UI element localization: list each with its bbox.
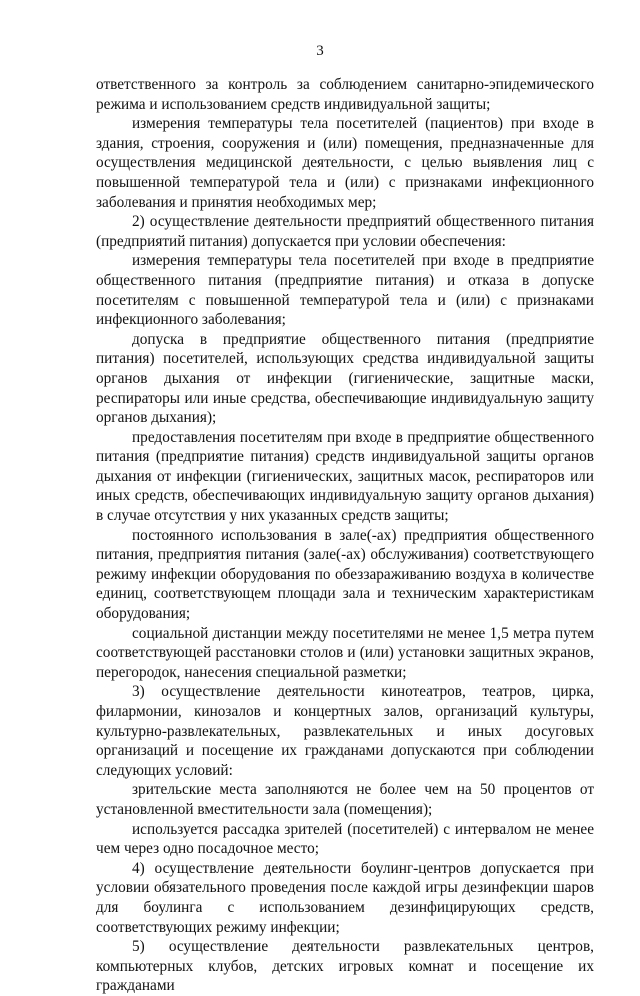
paragraph-item-5-entertainment: 5) осуществление деятельности развлекательных центров, компьютерных клубов, детских игровых комнат и посещение их гражданами [96, 938, 594, 995]
paragraph-continuation: ответственного за контроль за соблюдением санитарно-эпидемического режима и использованием средств индивидуальной защиты; [96, 76, 594, 113]
paragraph-item-4-bowling: 4) осуществление деятельности боулинг-центров допускается при условии обязательного проведения после каждой игры дезинфекции шаров для боулинга с использованием дезинфицирующих средств, соответствующих режиму инфекции; [96, 859, 594, 936]
paragraph-food-social-distance: социальной дистанции между посетителями не менее 1,5 метра путем соответствующей расстановки столов и (или) установки защитных экранов, перегородок, нанесения специальной разметки; [96, 624, 594, 681]
paragraph-culture-seating-interval: используется рассадка зрителей (посетителей) с интервалом не менее чем через одно посадочное место; [96, 820, 594, 858]
paragraph-medical-temperature: измерения температуры тела посетителей (пациентов) при входе в здания, строения, сооружения и (или) помещения, предназначенные для осуществления медицинской деятельности, с целью выявления лиц с повышенной температурой тела и (или) с признаками инфекционного заболевания и принятия необходимых мер; [96, 115, 594, 211]
paragraph-food-admission-masks: допуска в предприятие общественного питания (предприятие питания) посетителей, использующих средства индивидуальной защиты органов дыхания от инфекции (гигиенические, защитные маски, респираторы или иные средства, обеспечивающие индивидуальную защиту органов дыхания); [96, 330, 594, 427]
paragraph-culture-seating-capacity: зрительские места заполняются не более чем на 50 процентов от установленной вместительности зала (помещения); [96, 781, 594, 818]
paragraph-food-provide-masks: предоставления посетителям при входе в предприятие общественного питания (предприятие питания) средств индивидуальной защиты органов дыхания от инфекции (гигиенических, защитных масок, респираторов или иных средств, обеспечивающих индивидуальную защиту органов дыхания) в случае отсутствия у них указанных средств защиты; [96, 428, 594, 525]
paragraph-item-2-food-service: 2) осуществление деятельности предприятий общественного питания (предприятий питания) допускается при условии обеспечения: [96, 213, 594, 250]
paragraph-item-3-culture: 3) осуществление деятельности кинотеатров, театров, цирка, филармонии, кинозалов и концертных залов, организаций культуры, культурно-развлекательных, развлекательных и иных досуговых организаций и посещение их гражданами допускаются при соблюдении следующих условий: [96, 683, 594, 779]
document-body [96, 75, 594, 996]
paragraph-food-air-disinfection: постоянного использования в зале(-ах) предприятия общественного питания, предприятия питания (зале(-ах) обслуживания) соответствующего режиму инфекции оборудования по обеззараживанию воздуха в количестве единиц, соответствующем площади зала и техническим характеристикам оборудования; [96, 526, 594, 623]
paragraph-food-temperature-check: измерения температуры тела посетителей при входе в предприятие общественного питания (предприятие питания) и отказа в допуске посетителям с повышенной температурой тела и (или) с признаками инфекционного заболевания; [96, 252, 594, 329]
page-number: 3 [316, 43, 324, 59]
